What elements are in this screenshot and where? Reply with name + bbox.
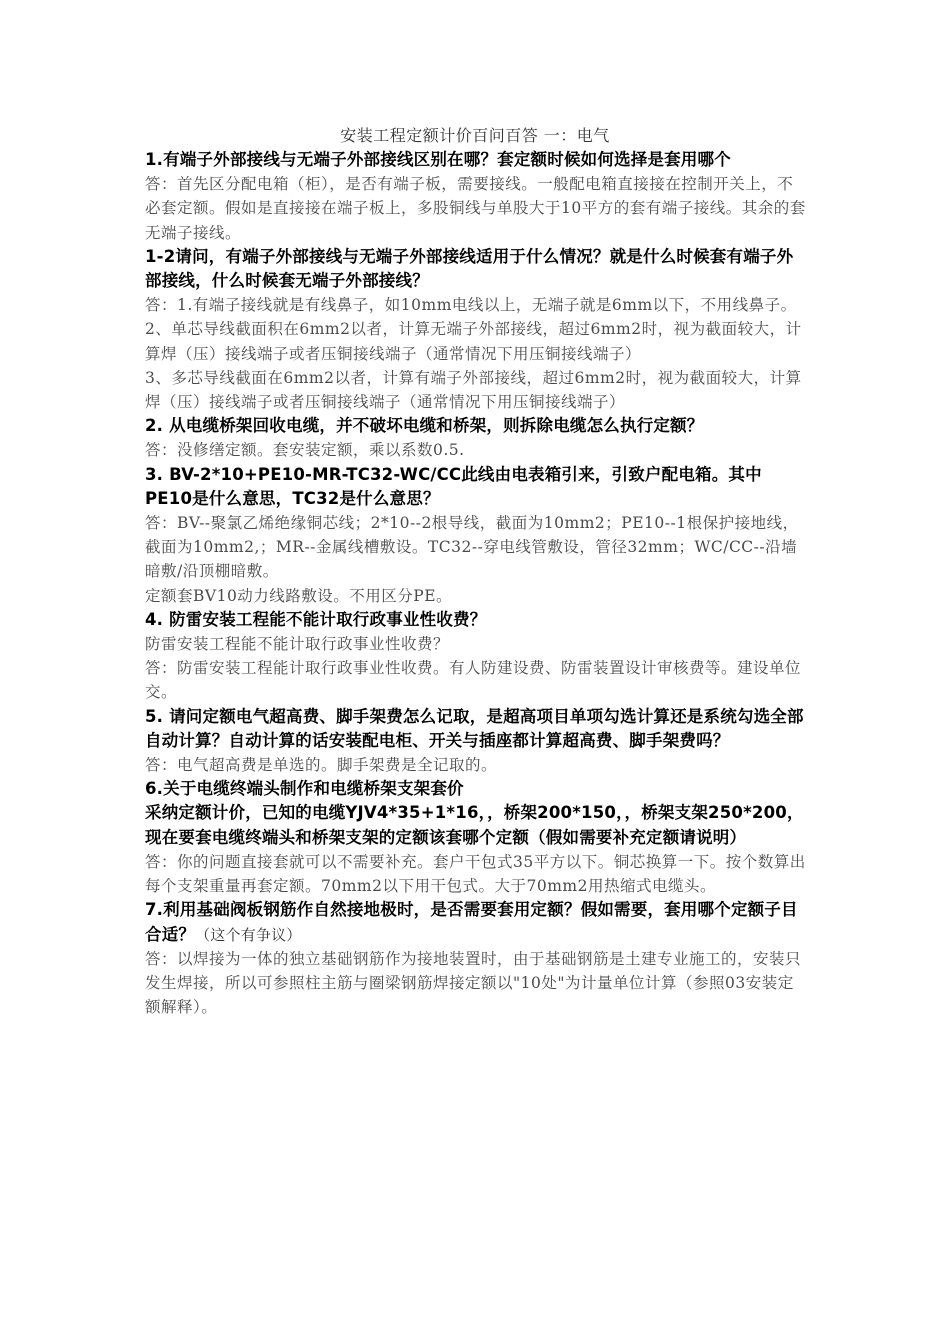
question-7-note: （这个有争议） bbox=[195, 925, 302, 944]
question-3: 3. BV-2*10+PE10-MR-TC32-WC/CC此线由电表箱引来，引致户配电箱。其中PE10是什么意思，TC32是什么意思？ bbox=[145, 464, 762, 508]
qa-item-3 bbox=[145, 463, 807, 608]
answer-5: 答：电气超高费是单选的。脚手架费是全记取的。 bbox=[145, 756, 498, 775]
document-title: 安装工程定额计价百问百答 一：电气 bbox=[340, 126, 610, 145]
question-7-text: 7.利用基础阀板钢筋作自然接地极时，是否需要套用定额？假如需要，套用哪个定额子目合适？ bbox=[145, 900, 798, 944]
qa-item-6 bbox=[145, 777, 807, 898]
answer-6: 答：你的问题直接套就可以不需要补充。套户干包式35平方以下。铜芯换算一下。按个数算出每个支架重量再套定额。70mm2以下用干包式。大于70mm2用热缩式电缆头。 bbox=[145, 852, 806, 896]
question-6: 6.关于电缆终端头制作和电缆桥架支架套价 bbox=[145, 779, 464, 799]
answer-1-2-part-1: 答：1.有端子接线就是有线鼻子，如10mm电线以上，无端子就是6mm以下，不用线鼻子。 bbox=[145, 296, 797, 315]
qa-content bbox=[145, 148, 807, 1019]
answer-3-part-1: 答：BV--聚氯乙烯绝缘铜芯线；2*10--2根导线，截面为10mm2；PE10--1根保护接地线，截面为10mm2,；MR--金属线槽敷设。TC32--穿电线管敷设，管径32mm；WC/CC--沿墙暗敷/沿顶棚暗敷。 bbox=[145, 514, 799, 581]
question-1-2: 1-2请问，有端子外部接线与无端子外部接线适用于什么情况？就是什么时候套有端子外部接线，什么时候套无端子外部接线？ bbox=[145, 246, 794, 291]
answer-2: 答：没修缮定额。套安装定额，乘以系数0.5. bbox=[145, 441, 465, 460]
question-2: 2. 从电缆桥架回收电缆，并不破坏电缆和桥架，则拆除电缆怎么执行定额？ bbox=[145, 416, 704, 436]
qa-item-5 bbox=[145, 705, 807, 778]
qa-item-4 bbox=[145, 608, 807, 705]
answer-1: 答：首先区分配电箱（柜），是否有端子板，需要接线。一般配电箱直接接在控制开关上，不必套定额。假如是直接接在端子板上，多股铜线与单股大于10平方的套有端子接线。其余的套无端子接线。 bbox=[145, 175, 806, 242]
qa-item-1-2 bbox=[145, 245, 807, 414]
answer-4-part-1: 防雷安装工程能不能计取行政事业性收费？ bbox=[145, 635, 450, 654]
answer-1-2-part-2: 2、单芯导线截面积在6mm2以者，计算无端子外部接线，超过6mm2时，视为截面较大，计算焊（压）接线端子或者压铜接线端子（通常情况下用压铜接线端子） bbox=[145, 320, 802, 363]
question-6-detail: 采纳定额计价，已知的电缆YJV4*35+1*16，，桥架200*150，，桥架支架250*200，现在要套电缆终端头和桥架支架的定额该套哪个定额（假如需要补充定额请说明） bbox=[145, 803, 804, 847]
qa-item-1 bbox=[145, 148, 807, 245]
answer-4-part-2: 答：防雷安装工程能计取行政事业性收费。有人防建设费、防雷装置设计审核费等。建设单位交。 bbox=[145, 659, 802, 702]
answer-3-part-2: 定额套BV10动力线路敷设。不用区分PE。 bbox=[145, 586, 453, 605]
answer-7: 答：以焊接为一体的独立基础钢筋作为接地装置时，由于基础钢筋是土建专业施工的，安装只发生焊接，所以可参照柱主筋与圈梁钢筋焊接定额以"10处"为计量单位计算（参照03安装定额解释）。 bbox=[145, 949, 802, 1017]
question-1: 1.有端子外部接线与无端子外部接线区别在哪？套定额时候如何选择是套用哪个 bbox=[145, 150, 731, 169]
question-4: 4. 防雷安装工程能不能计取行政事业性收费？ bbox=[145, 609, 487, 629]
qa-item-7 bbox=[145, 898, 807, 1019]
qa-item-2 bbox=[145, 414, 807, 462]
question-5: 5. 请问定额电气超高费、脚手架费怎么记取，是超高项目单项勾选计算还是系统勾选全部自动计算？自动计算的话安装配电柜、开关与插座都计算超高费、脚手架费吗？ bbox=[145, 706, 804, 750]
answer-1-2-part-3: 3、多芯导线截面在6mm2以者，计算有端子外部接线，超过6mm2时，视为截面较大，计算焊（压）接线端子或者压铜接线端子（通常情况下用压铜接线端子） bbox=[145, 368, 802, 412]
question-7 bbox=[145, 898, 807, 946]
